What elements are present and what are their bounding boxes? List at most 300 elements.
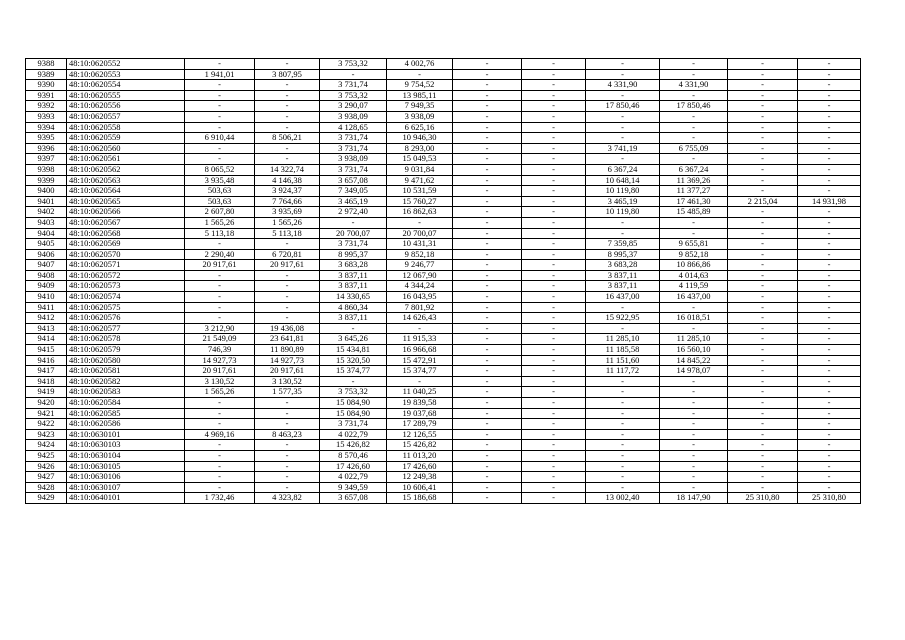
table-cell-value-col-8: - [522,186,586,197]
table-cell-value-col-10: - [660,429,728,440]
table-cell-value-col-8: - [522,345,586,356]
table-cell-value-col-10: 17 461,30 [660,196,728,207]
table-cell-cadastral-number: 48:10:0620572 [67,270,185,281]
table-cell-value-col-7: - [453,239,522,250]
table-cell-value-col-8: - [522,387,586,398]
table-cell-value-col-8: - [522,133,586,144]
table-cell-value-col-11: - [728,366,798,377]
table-cell-value-col-9: - [586,429,660,440]
table-cell-row-number: 9418 [26,376,67,387]
table-cell-value-col-5: 3 731,74 [320,143,387,154]
table-cell-value-col-12: - [798,387,861,398]
table-cell-cadastral-number: 48:10:0620554 [67,80,185,91]
table-cell-cadastral-number: 48:10:0620577 [67,323,185,334]
table-cell-value-col-12: - [798,270,861,281]
table-cell-value-col-8: - [522,376,586,387]
table-cell-row-number: 9419 [26,387,67,398]
table-cell-value-col-10: 4 014,63 [660,270,728,281]
table-cell-value-col-12: - [798,101,861,112]
table-cell-value-col-12: - [798,186,861,197]
table-cell-value-col-6: 9 852,18 [387,249,453,260]
table-row [26,355,861,366]
table-cell-value-col-3: - [185,408,255,419]
table-cell-value-col-11: - [728,482,798,493]
table-cell-value-col-11: - [728,334,798,345]
table-cell-value-col-9: - [586,482,660,493]
table-cell-value-col-7: - [453,154,522,165]
table-cell-value-col-6: 13 985,11 [387,90,453,101]
table-cell-value-col-11: - [728,207,798,218]
table-cell-value-col-9: - [586,111,660,122]
table-cell-value-col-6: 10 431,31 [387,239,453,250]
table-cell-value-col-9: - [586,387,660,398]
table-cell-value-col-11: - [728,175,798,186]
table-cell-value-col-5: 15 084,90 [320,408,387,419]
table-cell-value-col-9: 3 837,11 [586,270,660,281]
table-row [26,217,861,228]
table-cell-row-number: 9397 [26,154,67,165]
table-cell-value-col-12: - [798,133,861,144]
table-cell-value-col-9: - [586,450,660,461]
table-cell-value-col-7: - [453,313,522,324]
table-cell-value-col-4: - [255,122,320,133]
table-cell-value-col-8: - [522,111,586,122]
table-cell-value-col-4: 8 506,21 [255,133,320,144]
table-cell-row-number: 9422 [26,419,67,430]
table-cell-value-col-10: - [660,228,728,239]
table-cell-value-col-5: 17 426,60 [320,461,387,472]
table-body [26,59,861,504]
table-cell-value-col-5: 4 022,79 [320,472,387,483]
table-cell-value-col-6: 11 915,33 [387,334,453,345]
table-cell-value-col-10: 10 866,86 [660,260,728,271]
table-cell-value-col-6: 12 067,90 [387,270,453,281]
table-cell-value-col-3: 2 607,80 [185,207,255,218]
table-cell-value-col-11: - [728,408,798,419]
table-cell-value-col-7: - [453,345,522,356]
table-cell-value-col-7: - [453,429,522,440]
table-row [26,323,861,334]
table-cell-value-col-7: - [453,80,522,91]
table-cell-value-col-9: - [586,228,660,239]
table-row [26,482,861,493]
table-cell-value-col-7: - [453,228,522,239]
table-cell-value-col-8: - [522,90,586,101]
table-cell-value-col-3: 21 549,09 [185,334,255,345]
table-row [26,164,861,175]
table-cell-value-col-9: - [586,323,660,334]
table-cell-value-col-9: 8 995,37 [586,249,660,260]
table-cell-cadastral-number: 48:10:0630105 [67,461,185,472]
table-cell-value-col-12: - [798,80,861,91]
table-cell-value-col-9: 17 850,46 [586,101,660,112]
table-cell-cadastral-number: 48:10:0620556 [67,101,185,112]
table-cell-value-col-3: - [185,482,255,493]
table-cell-row-number: 9391 [26,90,67,101]
table-cell-cadastral-number: 48:10:0620573 [67,281,185,292]
table-cell-value-col-5: 3 731,74 [320,133,387,144]
table-cell-value-col-10: 11 369,26 [660,175,728,186]
table-cell-cadastral-number: 48:10:0640101 [67,493,185,504]
table-cell-cadastral-number: 48:10:0620574 [67,292,185,303]
table-cell-value-col-11: - [728,111,798,122]
table-cell-value-col-11: - [728,281,798,292]
table-row [26,186,861,197]
table-cell-value-col-7: - [453,186,522,197]
table-cell-value-col-12: - [798,217,861,228]
table-row [26,313,861,324]
table-cell-cadastral-number: 48:10:0620567 [67,217,185,228]
table-cell-value-col-12: - [798,281,861,292]
table-row [26,302,861,313]
table-cell-cadastral-number: 48:10:0620561 [67,154,185,165]
table-row [26,345,861,356]
table-cell-cadastral-number: 48:10:0620569 [67,239,185,250]
table-cell-value-col-12: - [798,450,861,461]
table-cell-value-col-9: - [586,302,660,313]
table-cell-value-col-3: 4 969,16 [185,429,255,440]
table-cell-value-col-12: - [798,323,861,334]
table-row [26,228,861,239]
table-cell-value-col-6: 19 839,58 [387,398,453,409]
table-cell-cadastral-number: 48:10:0620570 [67,249,185,260]
table-cell-cadastral-number: 48:10:0620555 [67,90,185,101]
table-cell-value-col-9: - [586,69,660,80]
table-cell-value-col-11: - [728,461,798,472]
table-cell-value-col-12: - [798,249,861,260]
table-cell-value-col-6: 12 126,55 [387,429,453,440]
table-cell-value-col-3: 5 113,18 [185,228,255,239]
table-cell-value-col-11: - [728,154,798,165]
table-cell-value-col-10: - [660,387,728,398]
table-cell-value-col-4: - [255,143,320,154]
table-cell-value-col-7: - [453,366,522,377]
table-cell-value-col-7: - [453,398,522,409]
table-cell-value-col-4: - [255,302,320,313]
table-cell-value-col-11: - [728,302,798,313]
table-cell-value-col-11: - [728,217,798,228]
table-cell-value-col-4: - [255,111,320,122]
table-cell-value-col-12: - [798,345,861,356]
table-cell-cadastral-number: 48:10:0620563 [67,175,185,186]
table-cell-value-col-7: - [453,323,522,334]
table-cell-value-col-8: - [522,366,586,377]
table-cell-row-number: 9401 [26,196,67,207]
table-cell-value-col-8: - [522,419,586,430]
table-cell-value-col-9: - [586,472,660,483]
table-cell-value-col-7: - [453,111,522,122]
table-cell-value-col-5: 7 349,05 [320,186,387,197]
table-cell-value-col-3: - [185,419,255,430]
table-cell-value-col-6: 15 186,68 [387,493,453,504]
table-cell-value-col-4: 3 935,69 [255,207,320,218]
table-cell-value-col-3: - [185,302,255,313]
table-cell-value-col-3: - [185,450,255,461]
table-cell-value-col-10: - [660,376,728,387]
table-cell-value-col-3: - [185,143,255,154]
table-cell-value-col-7: - [453,408,522,419]
table-cell-value-col-10: 6 367,24 [660,164,728,175]
table-cell-value-col-8: - [522,472,586,483]
table-cell-row-number: 9395 [26,133,67,144]
table-cell-value-col-3: 746,39 [185,345,255,356]
table-row [26,493,861,504]
table-cell-value-col-3: - [185,154,255,165]
table-cell-cadastral-number: 48:10:0620553 [67,69,185,80]
table-cell-value-col-9: 4 331,90 [586,80,660,91]
table-cell-value-col-7: - [453,376,522,387]
table-cell-value-col-11: - [728,270,798,281]
table-cell-value-col-6: - [387,376,453,387]
table-cell-value-col-4: - [255,270,320,281]
table-cell-value-col-12: - [798,419,861,430]
table-cell-value-col-7: - [453,90,522,101]
table-cell-value-col-11: - [728,59,798,70]
table-cell-value-col-11: - [728,450,798,461]
table-cell-value-col-12: - [798,59,861,70]
table-row [26,111,861,122]
table-cell-value-col-11: - [728,69,798,80]
table-cell-value-col-5: 8 570,46 [320,450,387,461]
table-cell-value-col-6: 19 037,68 [387,408,453,419]
table-cell-value-col-8: - [522,302,586,313]
table-cell-value-col-8: - [522,154,586,165]
table-cell-value-col-5: 15 426,82 [320,440,387,451]
table-cell-value-col-11: - [728,133,798,144]
table-cell-value-col-8: - [522,292,586,303]
table-row [26,196,861,207]
table-cell-value-col-4: - [255,281,320,292]
table-cell-value-col-7: - [453,175,522,186]
table-cell-value-col-11: - [728,143,798,154]
table-cell-row-number: 9417 [26,366,67,377]
table-cell-value-col-5: 4 022,79 [320,429,387,440]
table-cell-value-col-10: 9 655,81 [660,239,728,250]
table-cell-value-col-6: - [387,323,453,334]
table-row [26,154,861,165]
table-cell-value-col-10: 14 845,22 [660,355,728,366]
table-cell-value-col-12: - [798,154,861,165]
data-table [25,58,861,504]
table-cell-value-col-11: 2 215,04 [728,196,798,207]
table-row [26,440,861,451]
table-cell-row-number: 9416 [26,355,67,366]
table-cell-value-col-12: - [798,334,861,345]
table-cell-value-col-10: 11 285,10 [660,334,728,345]
table-cell-value-col-3: 14 927,73 [185,355,255,366]
table-cell-value-col-3: - [185,440,255,451]
table-cell-value-col-4: 4 146,38 [255,175,320,186]
table-cell-cadastral-number: 48:10:0620581 [67,366,185,377]
table-cell-cadastral-number: 48:10:0620586 [67,419,185,430]
table-cell-value-col-6: 10 531,59 [387,186,453,197]
table-cell-value-col-8: - [522,323,586,334]
table-cell-value-col-12: - [798,69,861,80]
table-cell-cadastral-number: 48:10:0620578 [67,334,185,345]
table-cell-row-number: 9429 [26,493,67,504]
table-cell-value-col-4: 23 641,81 [255,334,320,345]
table-cell-row-number: 9403 [26,217,67,228]
table-cell-value-col-8: - [522,334,586,345]
table-cell-value-col-7: - [453,164,522,175]
table-cell-value-col-3: 503,63 [185,186,255,197]
table-cell-value-col-4: - [255,239,320,250]
table-cell-value-col-7: - [453,270,522,281]
table-cell-cadastral-number: 48:10:0620558 [67,122,185,133]
table-cell-value-col-5: 3 837,11 [320,313,387,324]
table-cell-value-col-10: - [660,122,728,133]
table-cell-value-col-7: - [453,260,522,271]
table-cell-value-col-8: - [522,69,586,80]
table-row [26,408,861,419]
table-cell-row-number: 9412 [26,313,67,324]
table-cell-value-col-4: 3 924,37 [255,186,320,197]
table-cell-value-col-6: 6 625,16 [387,122,453,133]
table-cell-value-col-6: - [387,69,453,80]
table-cell-value-col-8: - [522,175,586,186]
table-cell-value-col-9: 10 119,80 [586,207,660,218]
table-cell-value-col-4: 20 917,61 [255,366,320,377]
table-cell-value-col-10: - [660,69,728,80]
table-cell-value-col-12: - [798,376,861,387]
table-cell-value-col-8: - [522,408,586,419]
table-cell-value-col-3: 1 565,26 [185,217,255,228]
table-cell-value-col-11: - [728,440,798,451]
table-cell-value-col-3: - [185,270,255,281]
table-cell-value-col-10: - [660,302,728,313]
table-row [26,239,861,250]
table-cell-value-col-6: 9 471,62 [387,175,453,186]
table-cell-value-col-5: 3 938,09 [320,111,387,122]
table-cell-row-number: 9399 [26,175,67,186]
table-cell-cadastral-number: 48:10:0620576 [67,313,185,324]
table-cell-value-col-5: - [320,217,387,228]
table-cell-value-col-7: - [453,217,522,228]
table-cell-row-number: 9425 [26,450,67,461]
table-cell-value-col-10: - [660,217,728,228]
table-cell-value-col-6: 11 013,20 [387,450,453,461]
table-cell-cadastral-number: 48:10:0620583 [67,387,185,398]
table-cell-cadastral-number: 48:10:0620564 [67,186,185,197]
table-cell-value-col-11: - [728,260,798,271]
table-cell-value-col-8: - [522,440,586,451]
table-cell-value-col-9: - [586,122,660,133]
table-cell-value-col-8: - [522,207,586,218]
table-cell-value-col-12: - [798,398,861,409]
table-cell-value-col-7: - [453,493,522,504]
table-row [26,429,861,440]
table-cell-value-col-6: 9 754,52 [387,80,453,91]
table-cell-cadastral-number: 48:10:0630107 [67,482,185,493]
table-cell-value-col-11: - [728,398,798,409]
table-cell-value-col-5: 3 465,19 [320,196,387,207]
table-cell-value-col-4: - [255,154,320,165]
table-cell-row-number: 9393 [26,111,67,122]
table-cell-value-col-7: - [453,69,522,80]
table-cell-value-col-5: - [320,69,387,80]
table-cell-value-col-8: - [522,122,586,133]
table-cell-value-col-6: 12 249,38 [387,472,453,483]
table-cell-value-col-7: - [453,281,522,292]
table-cell-value-col-3: 1 941,01 [185,69,255,80]
table-cell-value-col-7: - [453,334,522,345]
table-cell-value-col-10: 16 560,10 [660,345,728,356]
table-cell-value-col-10: - [660,398,728,409]
table-cell-value-col-5: 3 753,32 [320,90,387,101]
table-cell-value-col-9: 10 119,80 [586,186,660,197]
table-row [26,334,861,345]
table-cell-value-col-4: - [255,461,320,472]
table-cell-row-number: 9423 [26,429,67,440]
table-cell-value-col-9: 6 367,24 [586,164,660,175]
table-row [26,101,861,112]
table-cell-value-col-4: - [255,408,320,419]
table-row [26,376,861,387]
table-cell-value-col-7: - [453,387,522,398]
table-cell-value-col-7: - [453,440,522,451]
table-cell-cadastral-number: 48:10:0630106 [67,472,185,483]
table-cell-value-col-8: - [522,313,586,324]
table-cell-value-col-6: 7 801,92 [387,302,453,313]
table-cell-value-col-10: - [660,408,728,419]
table-cell-value-col-5: 3 645,26 [320,334,387,345]
table-cell-row-number: 9427 [26,472,67,483]
table-row [26,366,861,377]
table-cell-row-number: 9408 [26,270,67,281]
table-row [26,143,861,154]
table-cell-value-col-3: - [185,111,255,122]
table-cell-value-col-8: - [522,164,586,175]
table-cell-cadastral-number: 48:10:0620575 [67,302,185,313]
table-cell-value-col-9: 11 117,72 [586,366,660,377]
table-cell-value-col-9: - [586,408,660,419]
table-cell-value-col-6: 16 043,95 [387,292,453,303]
table-cell-value-col-7: - [453,196,522,207]
table-cell-value-col-8: - [522,493,586,504]
table-cell-value-col-6: 15 760,27 [387,196,453,207]
table-cell-value-col-7: - [453,59,522,70]
table-cell-value-col-6: 17 289,79 [387,419,453,430]
table-cell-value-col-8: - [522,217,586,228]
table-cell-value-col-4: 3 807,95 [255,69,320,80]
table-cell-value-col-12: - [798,164,861,175]
table-cell-value-col-10: - [660,482,728,493]
table-cell-value-col-10: - [660,133,728,144]
table-cell-value-col-12: 14 931,98 [798,196,861,207]
table-cell-value-col-7: - [453,355,522,366]
table-row [26,90,861,101]
table-cell-value-col-7: - [453,101,522,112]
table-cell-value-col-5: 3 731,74 [320,80,387,91]
table-cell-value-col-4: - [255,398,320,409]
table-cell-value-col-5: 3 290,07 [320,101,387,112]
table-cell-value-col-11: - [728,239,798,250]
table-cell-value-col-12: - [798,461,861,472]
table-cell-value-col-9: - [586,133,660,144]
table-cell-value-col-10: - [660,419,728,430]
table-cell-value-col-12: - [798,472,861,483]
table-cell-value-col-9: 3 683,28 [586,260,660,271]
table-cell-value-col-10: 9 852,18 [660,249,728,260]
table-cell-value-col-9: - [586,217,660,228]
table-cell-value-col-4: - [255,59,320,70]
table-row [26,207,861,218]
table-cell-cadastral-number: 48:10:0620584 [67,398,185,409]
table-cell-value-col-8: - [522,143,586,154]
table-cell-value-col-5: - [320,323,387,334]
table-cell-cadastral-number: 48:10:0620562 [67,164,185,175]
table-cell-value-col-10: 18 147,90 [660,493,728,504]
